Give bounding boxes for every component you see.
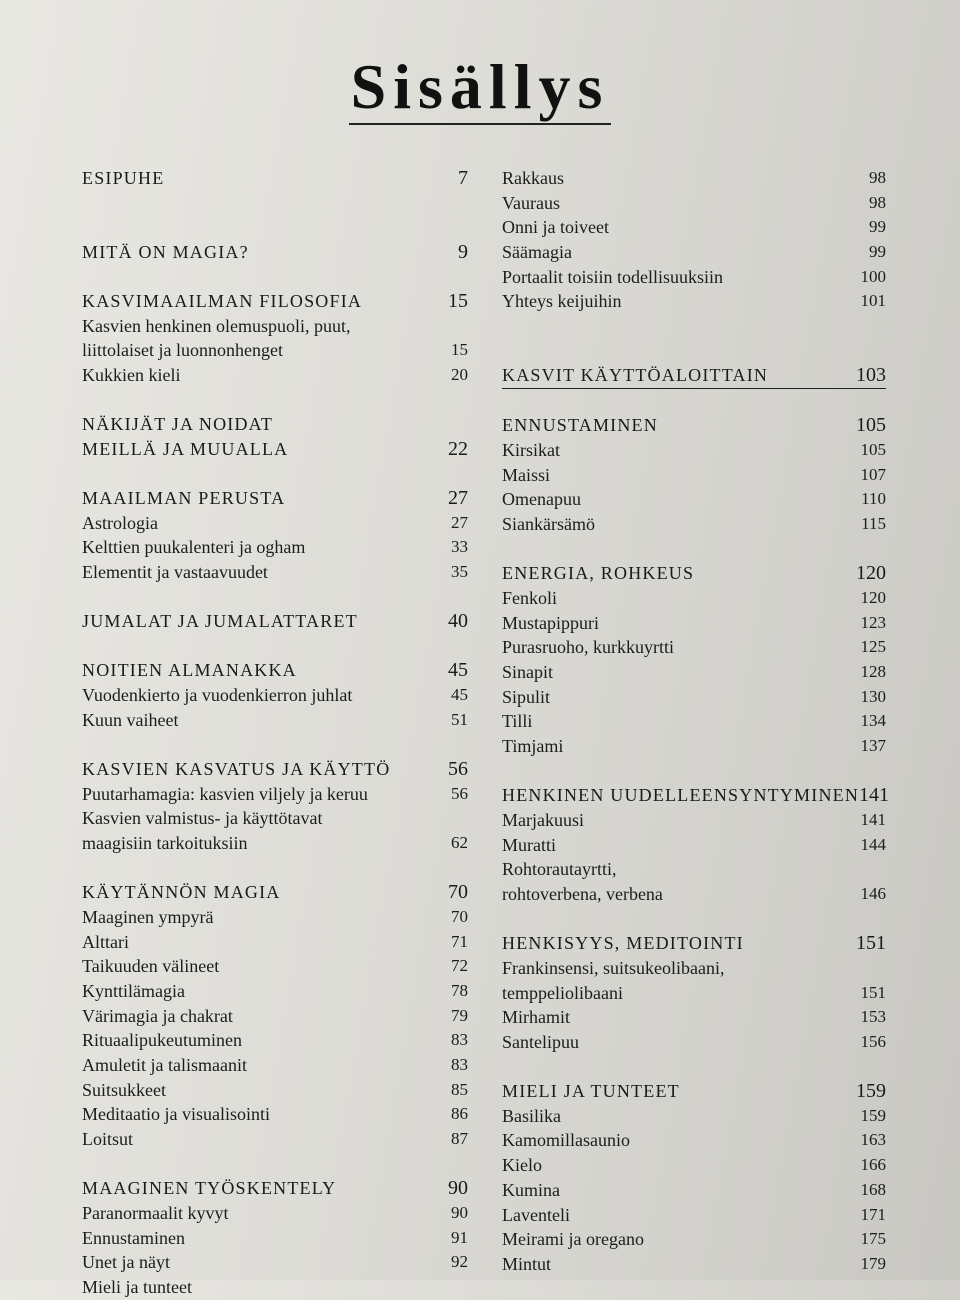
entry-title: liittolaiset ja luonnonhenget [82,340,283,361]
section-heading[interactable] [82,289,468,314]
section-heading-text: HENKINEN UUDELLEENSYNTYMINEN [502,785,860,806]
entry-page-number: 128 [860,661,886,681]
section-heading-text: JUMALAT JA JUMALATTARET [82,611,358,632]
toc-entry[interactable] [82,1226,468,1251]
toc-entry[interactable] [502,1178,886,1203]
entry-page-number: 101 [860,291,886,311]
section-heading-text: MAAILMAN PERUSTA [82,487,286,508]
entry-page-number: 168 [860,1179,886,1199]
toc-entry[interactable] [502,487,886,512]
toc-entry[interactable] [502,734,886,759]
entry-title: Siankärsämö [502,514,595,535]
toc-entry[interactable] [502,438,886,463]
entry-page-number: 171 [860,1204,886,1224]
entry-page-number: 83 [451,1030,468,1050]
entry-title: Kasvien henkinen olemuspuoli, puut, [82,315,351,336]
entry-page-number: 137 [860,736,886,756]
toc-entry[interactable] [82,1250,468,1275]
section-heading-text: MITÄ ON MAGIA? [82,241,249,262]
entry-title: Astrologia [82,512,158,533]
toc-entry[interactable] [82,905,468,930]
section-page-number: 151 [856,932,886,955]
entry-title: Sipulit [502,686,551,707]
entry-title: Alttari [82,931,129,952]
section-spacer [82,388,468,413]
toc-entry[interactable] [502,1153,886,1178]
entry-page-number: 79 [451,1005,468,1025]
section-spacer [82,462,468,487]
toc-entry[interactable] [82,683,468,708]
entry-page-number: 115 [861,514,886,534]
entry-title: Rituaalipukeutuminen [82,1030,242,1051]
toc-entry[interactable] [502,1129,886,1154]
entry-title: Paranormaalit kyvyt [82,1202,229,1223]
toc-entry[interactable] [82,1004,468,1029]
entry-title: Loitsut [82,1129,134,1150]
toc-entry[interactable] [82,708,468,733]
toc-entry[interactable] [82,979,468,1004]
toc-section [82,240,468,265]
entry-title: Rakkaus [502,167,564,188]
section-spacer [502,907,886,932]
section-page-number: 120 [856,562,886,585]
section-page-number: 103 [856,364,886,387]
section-heading[interactable] [502,1079,886,1104]
toc-entry[interactable] [82,782,468,807]
entry-page-number: 175 [860,1229,886,1249]
section-heading-text: KASVIT KÄYTTÖALOITTAIN [502,365,769,386]
toc-section [82,486,468,585]
entry-page-number: 105 [860,439,886,459]
entry-page-number: 159 [860,1105,886,1125]
toc-entry[interactable] [82,954,468,979]
toc-entry[interactable] [502,586,886,611]
entry-title: Elementit ja vastaavuudet [82,562,268,583]
toc-entry[interactable] [502,685,886,710]
entry-title: Amuletit ja talismaanit [82,1055,247,1076]
entry-title: rohtoverbena, verbena [502,883,663,904]
section-heading-text: KASVIEN KASVATUS JA KÄYTTÖ [82,758,391,779]
entry-page-number: 98 [869,167,886,187]
page-title: Sisällys [349,55,612,125]
section-heading[interactable] [502,783,890,808]
section-heading-text: MAAGINEN TYÖSKENTELY [82,1178,337,1199]
entry-title: Yhteys keijuihin [502,291,622,312]
entry-title: Kamomillasaunio [502,1130,630,1151]
toc-entry[interactable] [502,1005,886,1030]
entry-title: Maissi [502,464,551,485]
entry-title: Marjakuusi [502,809,584,830]
section-heading[interactable] [502,931,886,956]
entry-title: Meirami ja oregano [502,1229,644,1250]
section-heading-text: MIELI JA TUNTEET [502,1081,680,1102]
section-heading[interactable] [502,363,886,389]
toc-section [82,757,468,856]
toc-section [82,1176,468,1299]
section-page-number: 90 [448,1177,468,1200]
entry-page-number: 78 [451,980,468,1000]
entry-page-number: 134 [860,711,886,731]
section-page-number: 15 [448,289,468,312]
toc-entry[interactable] [502,808,886,833]
entry-page-number: 144 [860,834,886,854]
section-heading[interactable] [82,880,468,905]
section-heading[interactable] [502,561,886,586]
toc-entry[interactable] [502,611,886,636]
section-page-number: 22 [448,437,468,460]
section-page-number: 27 [448,486,468,509]
entry-title: Frankinsensi, suitsukeolibaani, [502,957,725,978]
section-page-number: 70 [448,881,468,904]
entry-page-number: 92 [451,1252,468,1272]
section-heading-text: HENKISYYS, MEDITOINTI [502,933,744,954]
toc-entry[interactable] [502,709,886,734]
toc-entry[interactable] [82,1201,468,1226]
toc-section [82,609,468,634]
toc-section [82,289,468,388]
entry-title: Kumina [502,1179,560,1200]
section-heading[interactable] [82,412,468,437]
toc-left-column [82,166,468,1300]
section-heading-text: KÄYTÄNNÖN MAGIA [82,882,281,903]
section-page-number: 141 [859,784,890,807]
toc-entry[interactable] [502,1227,886,1252]
entry-title: Timjami [502,736,564,757]
toc-section [502,783,890,906]
toc-section [82,412,468,461]
entry-page-number: 70 [451,906,468,926]
entry-title: Värimagia ja chakrat [82,1005,233,1026]
toc-entry[interactable] [502,857,886,882]
section-heading-text: KASVIMAAILMAN FILOSOFIA [82,290,363,311]
toc-entry[interactable] [82,560,468,585]
toc-entry[interactable] [82,1275,468,1300]
entry-title: Kirsikat [502,439,560,460]
entry-page-number: 163 [860,1130,886,1150]
entry-title: Purasruoho, kurkkuyrtti [502,637,674,658]
section-spacer [502,1055,886,1080]
section-heading-text: ENERGIA, ROHKEUS [502,563,695,584]
entry-title: Muratti [502,834,556,855]
section-spacer [82,856,468,881]
section-heading-text: ESIPUHE [82,167,165,188]
section-spacer [502,759,886,784]
section-heading[interactable] [82,437,468,462]
section-spacer [82,733,468,758]
section-spacer [502,389,886,414]
section-heading[interactable] [82,1176,468,1201]
entry-title: Kynttilämagia [82,980,185,1001]
entry-page-number: 107 [860,464,886,484]
toc-section [502,166,886,314]
entry-title: Unet ja näyt [82,1252,170,1273]
entry-title: Mirhamit [502,1007,570,1028]
section-spacer [82,264,468,289]
section-spacer [502,339,886,364]
entry-page-number: 151 [860,982,886,1002]
entry-page-number: 110 [861,489,886,509]
section-page-number: 56 [448,757,468,780]
entry-title: Kasvien valmistus- ja käyttötavat [82,808,323,829]
entry-title: Santelipuu [502,1031,579,1052]
toc-section [82,880,468,1152]
entry-title: Ennustaminen [82,1227,185,1248]
entry-title: Laventeli [502,1204,570,1225]
section-page-number: 105 [856,414,886,437]
entry-page-number: 20 [451,364,468,384]
entry-page-number: 87 [451,1129,468,1149]
section-page-number: 45 [448,659,468,682]
entry-title: Omenapuu [502,489,581,510]
entry-page-number: 85 [451,1079,468,1099]
entry-page-number: 27 [451,512,468,532]
section-spacer [82,585,468,610]
section-heading-text: NOITIEN ALMANAKKA [82,660,297,681]
toc-title-wrap [0,51,960,125]
toc-entry[interactable] [502,635,886,660]
toc-entry[interactable] [502,191,886,216]
section-spacer [82,634,468,659]
entry-page-number: 56 [451,783,468,803]
entry-title: Mintut [502,1253,552,1274]
entry-page-number: 99 [869,242,886,262]
entry-page-number: 179 [860,1253,886,1273]
entry-page-number: 91 [451,1227,468,1247]
entry-page-number: 98 [869,192,886,212]
entry-title: Meditaatio ja visualisointi [82,1104,270,1125]
entry-page-number: 45 [451,685,468,705]
toc-entry[interactable] [82,314,468,339]
entry-title: Portaalit toisiin todellisuuksiin [502,266,724,287]
toc-entry[interactable] [502,265,886,290]
entry-title: Suitsukkeet [82,1079,166,1100]
entry-page-number: 86 [451,1104,468,1124]
toc-entry[interactable] [82,1078,468,1103]
entry-title: Tilli [502,711,533,732]
section-heading[interactable] [82,609,468,634]
toc-entry[interactable] [502,240,886,265]
entry-title: Säämagia [502,242,572,263]
toc-entry[interactable] [502,1203,886,1228]
entry-title: Kelttien puukalenteri ja ogham [82,537,306,558]
section-heading-text: MEILLÄ JA MUUALLA [82,438,289,459]
entry-title: Maaginen ympyrä [82,906,214,927]
section-heading[interactable] [502,413,886,438]
entry-title: Mustapippuri [502,612,599,633]
section-page-number: 159 [856,1080,886,1103]
toc-entry[interactable] [502,289,886,314]
toc-entry[interactable] [82,1028,468,1053]
section-spacer [82,215,468,240]
entry-title: temppeliolibaani [502,982,623,1003]
toc-section [82,658,468,732]
entry-title: Puutarhamagia: kasvien viljely ja keruu [82,783,368,804]
section-heading-text: ENNUSTAMINEN [502,415,658,436]
entry-page-number: 99 [869,217,886,237]
section-heading[interactable] [82,658,468,683]
toc-entry[interactable] [502,981,886,1006]
entry-title: Taikuuden välineet [82,956,220,977]
entry-page-number: 51 [451,709,468,729]
entry-page-number: 71 [451,931,468,951]
entry-title: Basilika [502,1105,561,1126]
entry-page-number: 90 [451,1202,468,1222]
toc-entry[interactable] [82,535,468,560]
toc-entry[interactable] [502,956,886,981]
toc-right-column [502,166,890,1277]
toc-entry[interactable] [82,831,468,856]
toc-entry[interactable] [502,1030,886,1055]
entry-page-number: 120 [860,587,886,607]
toc-entry[interactable] [82,806,468,831]
entry-title: Onni ja toiveet [502,217,609,238]
entry-title: Kielo [502,1155,542,1176]
section-page-number: 7 [458,166,468,189]
toc-section [502,1079,886,1277]
entry-page-number: 100 [860,266,886,286]
section-heading[interactable] [82,240,468,265]
section-spacer [502,537,886,562]
entry-page-number: 141 [860,809,886,829]
toc-entry[interactable] [502,1252,886,1277]
toc-entry[interactable] [502,660,886,685]
toc-entry[interactable] [82,338,468,363]
section-page-number: 9 [458,240,468,263]
toc-section [502,413,886,536]
section-spacer [502,314,886,339]
toc-entry[interactable] [502,833,886,858]
entry-page-number: 62 [451,833,468,853]
entry-title: Vuodenkierto ja vuodenkierron juhlat [82,685,353,706]
entry-page-number: 123 [860,612,886,632]
toc-entry[interactable] [82,930,468,955]
section-heading[interactable] [82,486,468,511]
toc-entry[interactable] [82,511,468,536]
toc-entry[interactable] [82,1102,468,1127]
entry-title: Kukkien kieli [82,364,181,385]
section-heading[interactable] [82,166,468,191]
section-spacer [82,191,468,216]
entry-page-number: 33 [451,537,468,557]
section-heading[interactable] [82,757,468,782]
entry-page-number: 156 [860,1031,886,1051]
entry-title: Sinapit [502,661,554,682]
toc-section [82,166,468,191]
entry-title: Vauraus [502,192,560,213]
toc-entry[interactable] [502,215,886,240]
entry-page-number: 15 [451,340,468,360]
toc-entry[interactable] [502,882,886,907]
toc-entry[interactable] [502,463,886,488]
entry-title: Fenkoli [502,587,558,608]
entry-page-number: 125 [860,637,886,657]
entry-title: maagisiin tarkoituksiin [82,833,248,854]
entry-page-number: 72 [451,956,468,976]
entry-page-number: 153 [860,1007,886,1027]
toc-section [502,363,886,389]
toc-section [502,931,886,1054]
toc-section [502,561,886,759]
toc-entry[interactable] [82,1127,468,1152]
entry-page-number: 166 [860,1155,886,1175]
entry-page-number: 35 [451,562,468,582]
section-heading-text: NÄKIJÄT JA NOIDAT [82,414,274,435]
entry-page-number: 146 [860,883,886,903]
toc-entry[interactable] [82,1053,468,1078]
entry-page-number: 83 [451,1055,468,1075]
section-page-number: 40 [448,610,468,633]
entry-title: Rohtorautayrtti, [502,859,617,880]
entry-title: Mieli ja tunteet [82,1277,192,1298]
toc-entry[interactable] [82,363,468,388]
entry-title: Kuun vaiheet [82,709,179,730]
toc-entry[interactable] [502,512,886,537]
toc-entry[interactable] [502,166,886,191]
entry-page-number: 130 [860,686,886,706]
toc-entry[interactable] [502,1104,886,1129]
section-spacer [82,1152,468,1177]
